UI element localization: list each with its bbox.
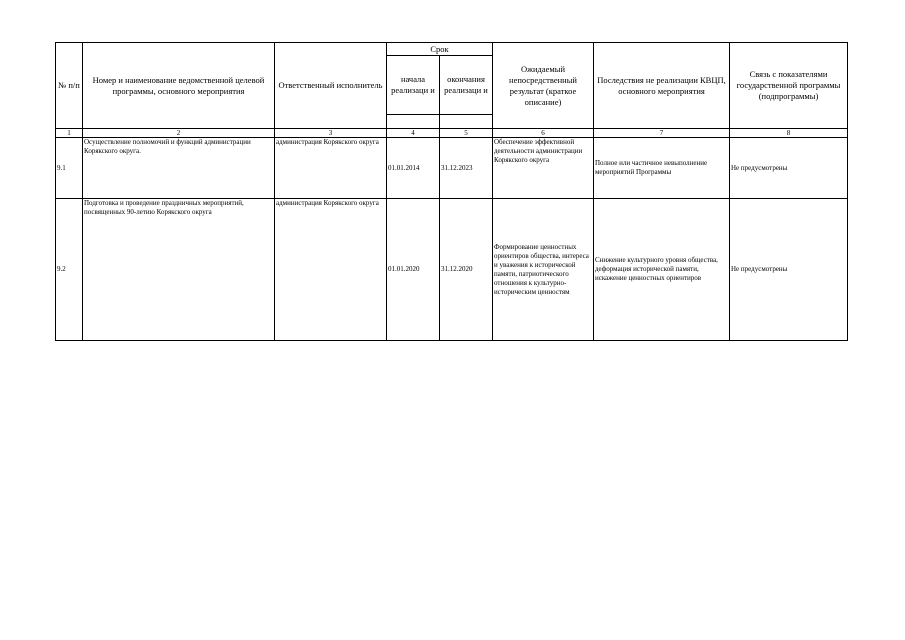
header-end-spacer: [440, 115, 493, 129]
row-number: 9.1: [56, 138, 83, 199]
row-responsible: администрация Корякского округа: [275, 138, 387, 199]
row-link: Не предусмотрены: [730, 199, 848, 341]
row-result: Обеспечение эффективной деятельности администрации Корякского округа: [493, 138, 594, 199]
column-number: 4: [387, 129, 440, 138]
row-result: Формирование ценностных ориентиров общества, интереса и уважения к исторической памяти, патриотического отношения к культурно-историческим ценностям: [493, 199, 594, 341]
header-result: Ожидаемый непосредственный результат (краткое описание): [493, 43, 594, 129]
row-start-date: 01.01.2014: [387, 138, 440, 199]
column-number: 6: [493, 129, 594, 138]
header-no: № п/п: [56, 43, 83, 129]
row-end-date: 31.12.2020: [440, 199, 493, 341]
table-row: [56, 199, 848, 341]
row-number: 9.2: [56, 199, 83, 341]
program-table: [55, 42, 848, 341]
header-end: окончания реализаци и: [440, 56, 493, 115]
row-name: Подготовка и проведение праздничных мероприятий, посвященных 90-летию Корякского округа: [83, 199, 275, 341]
row-consequences: Снижение культурного уровня общества, деформация исторической памяти, искажение ценностных ориентиров: [594, 199, 730, 341]
column-number: 3: [275, 129, 387, 138]
column-number-row: [56, 129, 848, 138]
header-start-spacer: [387, 115, 440, 129]
header-responsible: Ответственный исполнитель: [275, 43, 387, 129]
row-responsible: администрация Корякского округа: [275, 199, 387, 341]
header-link: Связь с показателями государственной программы (подпрограммы): [730, 43, 848, 129]
table-row: [56, 138, 848, 199]
header-start: начала реализаци и: [387, 56, 440, 115]
row-link: Не предусмотрены: [730, 138, 848, 199]
row-end-date: 31.12.2023: [440, 138, 493, 199]
header-consequences: Последствия не реализации КВЦП, основного мероприятия: [594, 43, 730, 129]
column-number: 8: [730, 129, 848, 138]
row-name: Осуществление полномочий и функций администрации Корякского округа.: [83, 138, 275, 199]
header-name: Номер и наименование ведомственной целевой программы, основного мероприятия: [83, 43, 275, 129]
column-number: 2: [83, 129, 275, 138]
column-number: 5: [440, 129, 493, 138]
column-number: 1: [56, 129, 83, 138]
column-number: 7: [594, 129, 730, 138]
header-row-1: [56, 43, 848, 56]
row-consequences: Полное или частичное невыполнение мероприятий Программы: [594, 138, 730, 199]
row-start-date: 01.01.2020: [387, 199, 440, 341]
header-term: Срок: [387, 43, 493, 56]
